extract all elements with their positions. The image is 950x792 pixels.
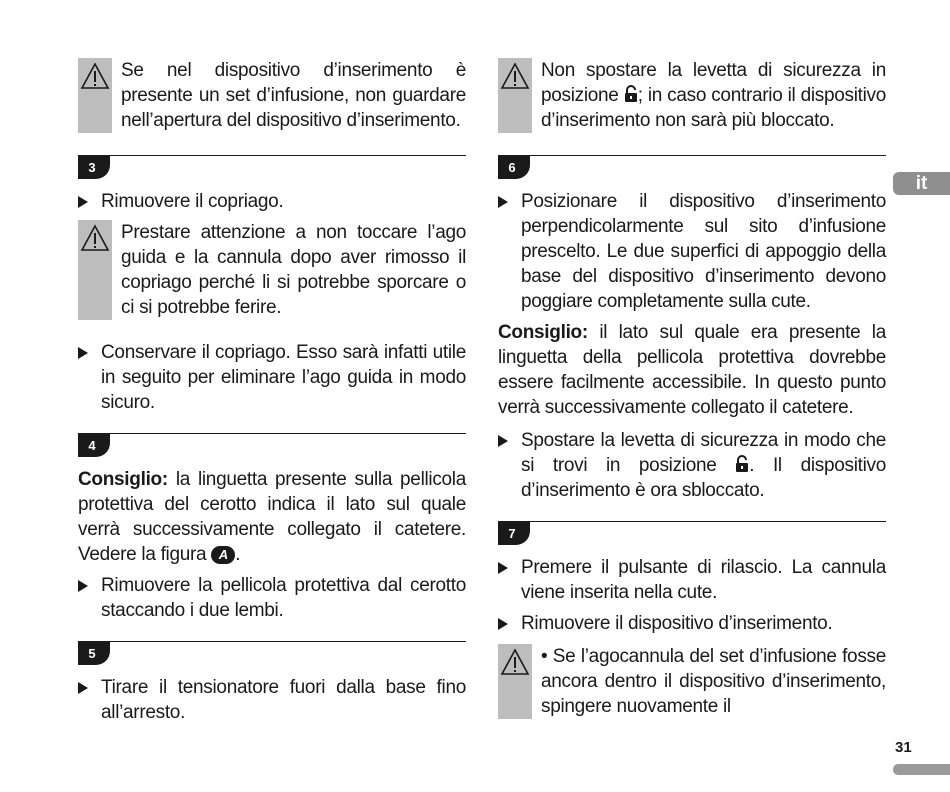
- unlocked-padlock-icon: [624, 85, 638, 103]
- step-number-badge: 5: [78, 641, 110, 665]
- list-item: Spostare la levetta di sicurezza in modo che si trovi in posizione . Il dispositivo d’inserimento è ora sbloccato.: [498, 428, 886, 503]
- warning-box: [78, 58, 466, 133]
- step-3-header: [78, 155, 466, 181]
- warning-box: [498, 644, 886, 719]
- footer-bar: [893, 764, 950, 775]
- unlocked-padlock-icon: [735, 455, 749, 473]
- warning-text: Se nel dispositivo d’inserimento è presente un set d’infusione, non guardare nell’apertura del dispositivo d’inserimento.: [121, 60, 466, 131]
- list-item: Posizionare il dispositivo d’inserimento perpendicolarmente sul sito d’infusione prescelto. Le due superfici di appoggio della base del dispositivo d’inserimento devono poggiare completamente sulla cute.: [498, 189, 886, 314]
- left-column: [78, 58, 466, 731]
- step-7-header: [498, 521, 886, 547]
- warning-triangle-icon: [80, 62, 110, 90]
- warning-triangle-icon: [500, 62, 530, 90]
- language-tab: it: [893, 172, 950, 195]
- step-4-header: [78, 433, 466, 459]
- step-number-badge: 3: [78, 155, 110, 179]
- right-column: [498, 58, 886, 741]
- list-item: Premere il pulsante di rilascio. La cannula viene inserita nella cute.: [498, 555, 886, 605]
- warning-triangle-icon: [80, 224, 110, 252]
- warning-box: [498, 58, 886, 133]
- bullet-triangle-icon: [498, 618, 508, 630]
- warning-icon-box: [498, 644, 532, 719]
- bullet-triangle-icon: [498, 196, 508, 208]
- bullet-triangle-icon: [498, 435, 508, 447]
- list-item: Rimuovere il dispositivo d’inserimento.: [498, 611, 886, 636]
- bullet-triangle-icon: [78, 347, 88, 359]
- step-number-badge: 6: [498, 155, 530, 179]
- tip-paragraph: Consiglio: la linguetta presente sulla pellicola protettiva del cerotto indica il lato sul quale verrà successivamente collegato il catetere. Vedere la figura A .: [78, 469, 466, 565]
- list-item: Rimuovere la pellicola protettiva dal cerotto staccando i due lembi.: [78, 573, 466, 623]
- step-5-header: [78, 641, 466, 667]
- list-item: Tirare il tensionatore fuori dalla base fino all’arresto.: [78, 675, 466, 725]
- warning-icon-box: [78, 58, 112, 133]
- warning-text: Prestare attenzione a non toccare l’ago guida e la cannula dopo aver rimosso il copriago perché li si potrebbe sporcare o ci si potrebbe ferire.: [121, 222, 466, 318]
- figure-a-badge: A: [211, 546, 235, 564]
- warning-text: • Se l’agocannula del set d’infusione fosse ancora dentro il dispositivo d’inserimento, spingere nuovamente il: [541, 646, 886, 717]
- list-item: Conservare il copriago. Esso sarà infatti utile in seguito per eliminare l’ago guida in modo sicuro.: [78, 340, 466, 415]
- warning-icon-box: [498, 58, 532, 133]
- bullet-triangle-icon: [78, 682, 88, 694]
- bullet-triangle-icon: [78, 196, 88, 208]
- step-6-header: [498, 155, 886, 181]
- warning-icon-box: [78, 220, 112, 320]
- warning-box: [78, 220, 466, 320]
- tip-paragraph: Consiglio: il lato sul quale era presente la linguetta della pellicola protettiva dovrebbe essere facilmente accessibile. In questo punto verrà successivamente collegato il catetere.: [498, 322, 886, 418]
- warning-text: Non spostare la levetta di sicurezza in posizione ; in caso contrario il dispositivo d’inserimento non sarà più bloccato.: [541, 60, 886, 131]
- bullet-triangle-icon: [498, 562, 508, 574]
- step-number-badge: 4: [78, 433, 110, 457]
- list-item: Rimuovere il copriago.: [78, 189, 466, 214]
- step-number-badge: 7: [498, 521, 530, 545]
- bullet-triangle-icon: [78, 580, 88, 592]
- page-number: 31: [895, 739, 912, 756]
- warning-triangle-icon: [500, 648, 530, 676]
